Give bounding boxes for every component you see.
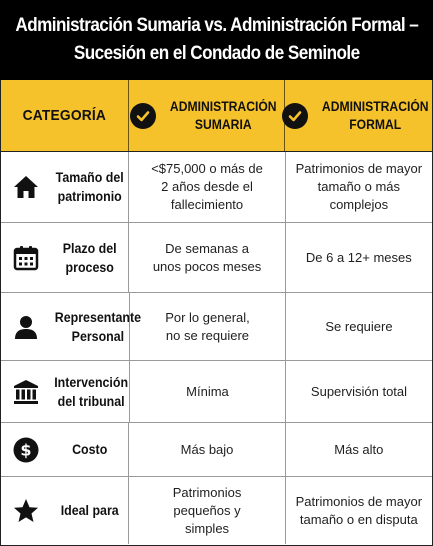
category-label bbox=[55, 308, 141, 346]
category-label bbox=[54, 440, 125, 459]
header-category-label: CATEGORÍA bbox=[22, 107, 107, 124]
header-formal-cell bbox=[285, 80, 432, 151]
header-summary-line-1: ADMINISTRACIÓN bbox=[170, 98, 277, 114]
category-label bbox=[54, 501, 125, 520]
summary-value-cell bbox=[130, 293, 286, 360]
header-formal-line-2: FORMAL bbox=[349, 116, 402, 132]
formal-value-line: Patrimonios de mayor bbox=[295, 493, 423, 509]
summary-value-line: unos pocos meses bbox=[152, 258, 262, 274]
category-label-line: Intervención bbox=[54, 374, 129, 390]
category-label bbox=[54, 373, 128, 411]
summary-value-line: 2 años desde el bbox=[161, 179, 253, 194]
courthouse-icon bbox=[11, 377, 41, 407]
star-icon bbox=[11, 496, 41, 526]
category-label-line: Costo bbox=[72, 442, 108, 457]
category-label-line: proceso bbox=[65, 259, 114, 275]
table-row bbox=[1, 152, 432, 223]
table-row bbox=[1, 423, 432, 477]
house-icon bbox=[11, 172, 41, 202]
title-line-1: Administración Sumaria vs. Administración Formal – bbox=[15, 15, 418, 36]
formal-value-cell bbox=[286, 152, 432, 222]
category-cell bbox=[1, 423, 129, 476]
formal-value-cell bbox=[286, 223, 432, 292]
category-label-line: Tamaño del bbox=[55, 170, 124, 185]
svg-text:$: $ bbox=[20, 440, 32, 459]
table-row bbox=[1, 293, 432, 361]
summary-value-cell bbox=[129, 152, 285, 222]
comparison-table bbox=[0, 80, 433, 546]
category-cell bbox=[1, 361, 130, 422]
formal-value-cell bbox=[286, 361, 432, 422]
formal-value-line: De 6 a 12+ meses bbox=[305, 249, 412, 265]
category-cell bbox=[1, 293, 142, 360]
summary-value-cell bbox=[129, 477, 285, 544]
summary-value-cell bbox=[130, 361, 286, 422]
header-summary-cell bbox=[129, 80, 285, 151]
formal-value-line: complejos bbox=[329, 197, 389, 212]
category-label-line: patrimonio bbox=[57, 189, 122, 204]
category-cell bbox=[1, 152, 129, 222]
formal-value-line: Patrimonios de mayor bbox=[295, 161, 423, 176]
formal-value-cell bbox=[286, 293, 432, 360]
summary-value-line: pequeños y bbox=[173, 502, 241, 518]
summary-value-line: De semanas a bbox=[165, 240, 249, 256]
formal-value-cell bbox=[286, 477, 432, 544]
summary-value-cell bbox=[129, 223, 285, 292]
category-label-line: Plazo del bbox=[62, 240, 117, 256]
checkmark-icon bbox=[282, 103, 308, 129]
table-row bbox=[1, 477, 432, 544]
formal-value-line: tamaño o más bbox=[317, 179, 401, 194]
formal-value-line: Más alto bbox=[334, 441, 384, 457]
summary-value-line: Mínima bbox=[186, 383, 229, 399]
category-label-line: del tribunal bbox=[57, 393, 125, 409]
formal-value-line: Supervisión total bbox=[310, 383, 408, 399]
table-header-row bbox=[1, 80, 432, 152]
category-label-line: Representante bbox=[54, 309, 142, 325]
summary-value-line: fallecimiento bbox=[170, 197, 244, 212]
formal-value-line: tamaño o en disputa bbox=[299, 511, 418, 527]
header-formal-label bbox=[322, 98, 429, 134]
table-row bbox=[1, 223, 432, 293]
dollar-icon bbox=[11, 435, 41, 465]
summary-value-line: Por lo general, bbox=[165, 309, 250, 325]
category-label bbox=[54, 168, 125, 206]
header-formal-line-1: ADMINISTRACIÓN bbox=[322, 98, 429, 114]
header-summary-label bbox=[170, 98, 277, 134]
category-label-line: Ideal para bbox=[60, 503, 119, 518]
calendar-icon bbox=[11, 243, 41, 273]
title-line-2: Sucesión en el Condado de Seminole bbox=[73, 43, 360, 64]
formal-value-cell bbox=[286, 423, 432, 476]
summary-value-cell bbox=[129, 423, 285, 476]
summary-value-line: Más bajo bbox=[180, 441, 234, 457]
summary-value-line: Patrimonios bbox=[172, 484, 242, 500]
category-cell bbox=[1, 477, 129, 544]
title-banner bbox=[0, 0, 433, 80]
category-label-line: Personal bbox=[71, 328, 125, 344]
checkmark-icon bbox=[130, 103, 156, 129]
summary-value-line: no se requiere bbox=[165, 327, 250, 343]
header-summary-line-2: SUMARIA bbox=[195, 116, 252, 132]
formal-value-line: Se requiere bbox=[325, 318, 393, 334]
person-icon bbox=[11, 312, 41, 342]
summary-value-line: simples bbox=[184, 520, 230, 536]
category-cell bbox=[1, 223, 129, 292]
table-row bbox=[1, 361, 432, 423]
header-category-cell bbox=[1, 80, 129, 151]
summary-value-line: <$75,000 o más de bbox=[151, 161, 263, 176]
category-label bbox=[54, 239, 125, 277]
